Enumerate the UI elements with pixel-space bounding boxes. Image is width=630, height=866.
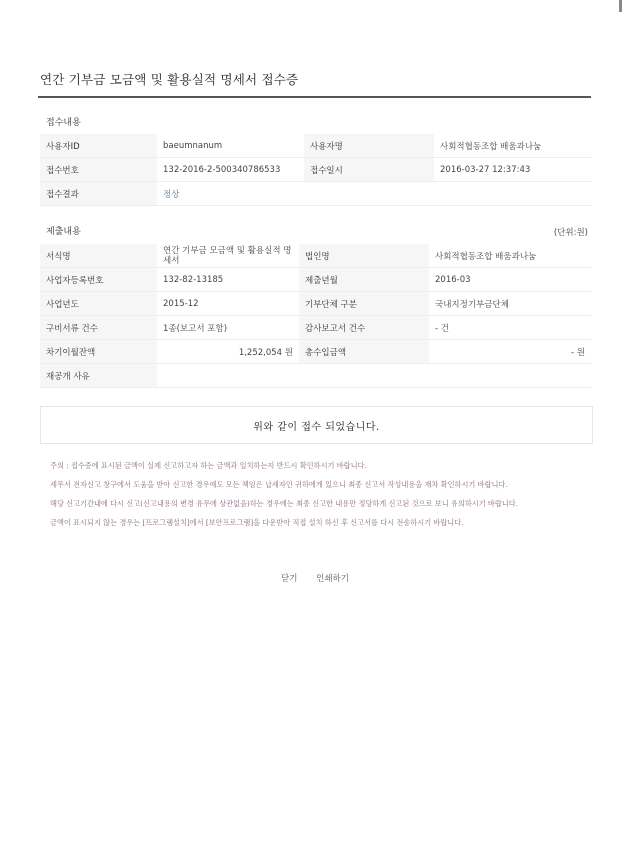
total-income-label: 총수입금액: [299, 340, 429, 364]
form-name-value: 연간 기부금 모금액 및 활용실적 명세서: [163, 245, 292, 266]
receipt-datetime-label: 접수일시: [304, 158, 434, 182]
audit-report-count-label: 감사보고서 건수: [299, 316, 429, 340]
total-income-value: - 원: [571, 347, 585, 358]
confirm-message-box: [40, 406, 593, 444]
business-number-label: 사업자등록번호: [40, 268, 157, 292]
table-row: [40, 158, 591, 182]
table-row: [40, 364, 591, 388]
table-row: [40, 182, 591, 206]
donation-org-type-value: 국내지정기부금단체: [435, 299, 509, 310]
document-count-value: 1종(보고서 포함): [163, 323, 228, 334]
note-item: 해당 신고기간내에 다시 신고(신고내용의 변경 유무에 상관없음)하는 경우에는 최종 신고한 내용만 정당하게 신고된 것으로 보니 유의하시기 바랍니다.: [50, 499, 518, 508]
business-year-label: 사업년도: [40, 292, 157, 316]
receipt-number-label: 접수번호: [40, 158, 157, 182]
confirm-message: 위와 같이 접수 되었습니다.: [253, 421, 380, 433]
page-title: 연간 기부금 모금액 및 활용실적 명세서 접수증: [40, 72, 299, 87]
receipt-number-value: 132-2016-2-500340786533: [163, 164, 281, 175]
donation-org-type-label: 기부단체 구분: [299, 292, 429, 316]
corp-name-label: 법인명: [299, 244, 429, 268]
table-row: [40, 340, 591, 364]
print-button[interactable]: 인쇄하기: [316, 574, 349, 584]
table-row: [40, 292, 591, 316]
receipt-datetime-value: 2016-03-27 12:37:43: [440, 164, 531, 175]
carryover-balance-value: 1,252,054 원: [238, 347, 293, 358]
form-name-label: 서식명: [40, 244, 157, 268]
business-year-value: 2015-12: [163, 298, 199, 309]
table-row: [40, 316, 591, 340]
audit-report-count-value: - 건: [435, 323, 449, 334]
receipt-table: [40, 134, 591, 206]
receipt-result-label: 접수결과: [40, 182, 157, 206]
scan-edge-mark: [619, 0, 622, 12]
carryover-balance-label: 차기이월잔액: [40, 340, 157, 364]
table-row: [40, 268, 591, 292]
submission-table: [40, 244, 591, 388]
corp-name-value: 사회적협동조합 배움과나눔: [435, 251, 537, 262]
unit-note: (단위:원): [553, 228, 588, 238]
note-item: 주의 : 접수증에 표시된 금액이 실제 신고하고자 하는 금액과 일치하는지 반드시 확인하시기 바랍니다.: [50, 461, 367, 470]
user-name-value: 사회적협동조합 배움과나눔: [440, 141, 542, 152]
note-item: 세무서 전자신고 창구에서 도움을 받아 신고한 경우에도 모든 책임은 납세자인 귀하에게 있으니 최종 신고서 작성내용을 재차 확인하시기 바랍니다.: [50, 480, 508, 489]
submit-month-label: 제출년월: [299, 268, 429, 292]
user-name-label: 사용자명: [304, 134, 434, 158]
redisclosure-reason-value: [157, 364, 591, 388]
title-divider: [38, 96, 591, 98]
document-count-label: 구비서류 건수: [40, 316, 157, 340]
redisclosure-reason-label: 재공개 사유: [40, 364, 157, 388]
receipt-section-title: 접수내용: [46, 118, 81, 128]
business-number-value: 132-82-13185: [163, 274, 224, 285]
close-button[interactable]: 닫기: [281, 574, 298, 584]
notes-section: [50, 460, 582, 536]
table-row: [40, 134, 591, 158]
submission-section-title: 제출내용: [46, 227, 81, 237]
table-row: [40, 244, 591, 268]
user-id-label: 사용자ID: [40, 134, 157, 158]
button-bar: [0, 572, 630, 584]
note-item: 금액이 표시되지 않는 경우는 [프로그램설치]에서 [보안프로그램]을 다운받아 직접 설치 하신 후 신고서를 다시 전송하시기 바랍니다.: [50, 518, 464, 527]
submit-month-value: 2016-03: [435, 274, 471, 285]
user-id-value: baeumnanum: [163, 140, 223, 151]
receipt-result-value: 정상: [163, 189, 180, 200]
